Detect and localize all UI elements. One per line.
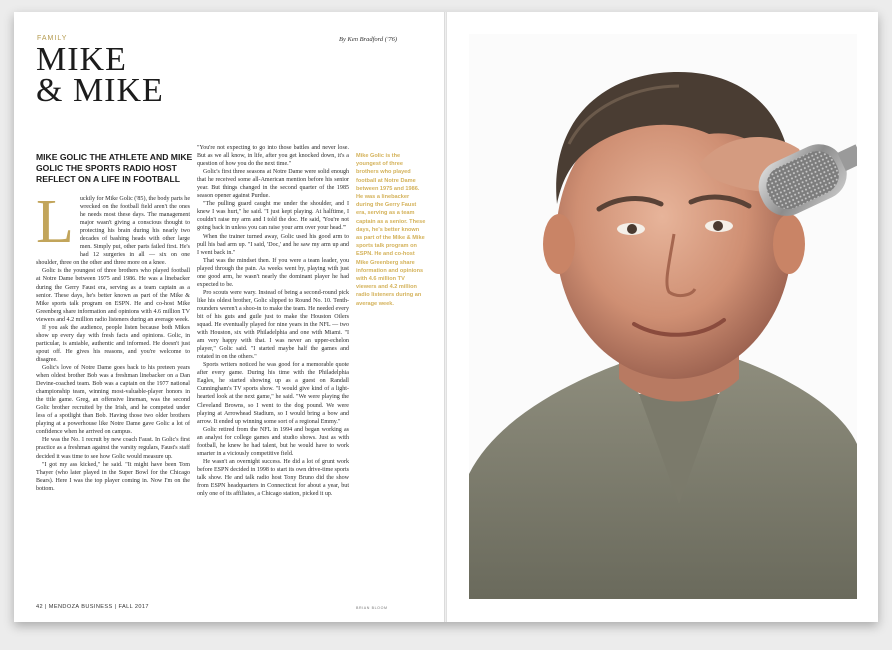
byline: By Ken Bradford ('76) — [339, 36, 398, 43]
body-paragraph: "I got my ass kicked," he said. "It might have been Tom Thayer (who later played in the Super Bowl for the Chicago Bears). Here I was the top player coming in. Now I'm on the bottom. — [36, 461, 190, 492]
body-column-1 — [36, 188, 190, 493]
portrait-photo — [469, 34, 857, 599]
article-deck: MIKE GOLIC THE ATHLETE AND MIKE GOLIC THE SPORTS RADIO HOST REFLECT ON A LIFE IN FOOTBALL — [36, 152, 193, 185]
section-kicker: FAMILY — [37, 35, 68, 42]
page-folio: 42 | MENDOZA BUSINESS | FALL 2017 — [36, 604, 149, 610]
body-paragraph: He wasn't an overnight success. He did a lot of grunt work before ESPN decided in 1998 to start its own drive-time sports talk show. He and talk radio host Tony Bruno did the show from ESPN headquarters in Connecticut for about a year, but only one of its affiliates, a Chicago station, picked it up. — [197, 458, 349, 498]
title-line-1: MIKE — [36, 41, 127, 78]
body-column-2 — [197, 144, 349, 498]
body-paragraph: Pro scouts were wary. Instead of being a second-round pick like his oldest brother, Golic slipped to Round No. 10. Tenth-rounders weren't a shoo-in to make the team. He needed every bit of his guts and guile just to make the Houston Oilers squad. He eventually played for nine years in the NFL — two with Houston, six with Philadelphia and one with Miami. "I am very happy with that. I was never an upper-echelon player," Golic said. "I started maybe half the games and rotated in on the others." — [197, 289, 349, 361]
magazine-spread — [14, 12, 878, 622]
body-paragraph: "The pulling guard caught me under the shoulder, and I knew I was hurt," he said. "I just kept playing. At halftime, I couldn't raise my arm and I told the doc. He said, 'You're not going back in unless you can raise your arm over your head.'" — [197, 201, 349, 232]
body-paragraph: When the trainer turned away, Golic used his good arm to pull his bad arm up. "I said, 'Doc,' and he saw my arm up and I went back in." — [197, 233, 349, 256]
title-line-2: & MIKE — [36, 72, 164, 109]
left-page — [14, 12, 444, 622]
portrait-illustration — [469, 34, 857, 599]
body-paragraph: That was the mindset then. If you were a team leader, you played through the pain. As weeks went by, playing with just one good arm, he wasn't nearly the dominant player he had expected to be. — [197, 257, 349, 288]
body-paragraph: Luckily for Mike Golic ('85), the body parts he wrecked on the football field aren't the ones he needs most these days. The management major wasn't giving a conscious thought to protecting his brain during his nearly two decades of bashing heads with other large men. Simply put, other parts failed first. He's had 12 surgeries in all — six on one shoulder, three on the other and three more on a knee. — [36, 188, 190, 267]
body-paragraph: He was the No. 1 recruit by new coach Faust. In Golic's first practice as a freshman against the varsity regulars, Faust's staff decided it was time to see how Golic would measure up. — [36, 437, 190, 460]
body-paragraph: "You're not expecting to go into those battles and never lose. But as we all know, in life, after you get knocked down, it's a question of how you do the next time." — [197, 145, 349, 168]
photo-credit: BRIAN BLOOM — [356, 606, 388, 610]
body-paragraph: Golic is the youngest of three brothers who played football at Notre Dame between 1975 and 1986. He was a linebacker during the Gerry Faust era, serving as a team captain as a senior. These days, he's better known as part of the Mike & Mike sports talk program on ESPN. He and co-host Mike Greenberg share information and opinions with 4.6 million TV viewers and 4.2 million radio listeners during an average week. — [36, 268, 190, 323]
body-paragraph: Sports writers noticed he was good for a memorable quote after every game. During his time with the Philadelphia Eagles, he started showing up as a guest on Randall Cunningham's TV sports show. "I would give kind of a light-hearted look at the next game," he said. "We were playing the Cleveland Browns, so I went to the dog pound. We were playing at Arrowhead Stadium, so I would bring a bow and arrow. It ended up winning some sort of a regional Emmy." — [197, 362, 349, 425]
body-paragraph: Golic's love of Notre Dame goes back to his preteen years when oldest brother Bob was a freshman linebacker on a Dan Devine-coached team. Bob was a captain on the 1977 national championship team, winning most-valuable-player honors in the title game. Greg, an offensive lineman, was the second Golic brother recruited by the Irish, and he competed under less of a spotlight than Bob. Having those two older brothers playing at a powerhouse like Notre Dame gave Golic a lot of confidence when he arrived on campus. — [36, 364, 190, 436]
body-paragraph: Golic retired from the NFL in 1994 and began working as an analyst for college games and studio shows. Just as with football, he knew he had talent, but he would have to work smarter in a viciously competitive field. — [197, 426, 349, 457]
article-title — [36, 41, 164, 109]
body-paragraph: Golic's first three seasons at Notre Dame were solid enough that he received some all-American mention before his senior year. But things changed in the second quarter of the 1985 season opener against Purdue. — [197, 169, 349, 200]
sidebar-callout: Mike Golic is the youngest of three brothers who played football at Notre Dame between 1975 and 1986. He was a linebacker during the Gerry Faust era, serving as a team captain as a senior. These days, he's better known as part of the Mike & Mike sports talk program on ESPN. He and co-host Mike Greenberg share information and opinions with 4.6 million TV viewers and 4.2 million radio listeners during an average week. — [356, 153, 426, 307]
right-page — [447, 12, 878, 622]
drop-cap: L — [36, 188, 74, 256]
body-paragraph: If you ask the audience, people listen because both Mikes show up every day with fresh facts and opinions. Golic, in particular, is amiable, authentic and informed. He doesn't just spout off. He gives his reasons, and you're welcome to disagree. — [36, 324, 190, 363]
